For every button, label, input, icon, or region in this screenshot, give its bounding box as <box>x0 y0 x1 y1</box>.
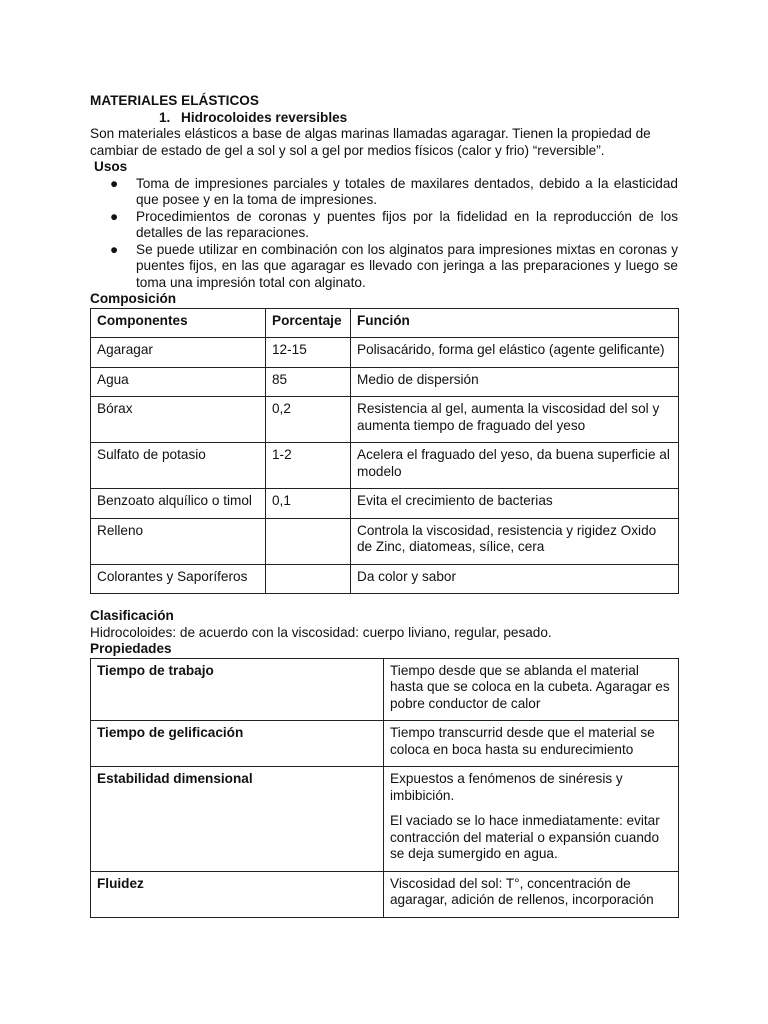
table-row <box>91 767 679 872</box>
table-cell: Agua <box>91 367 266 397</box>
table-cell: Acelera el fraguado del yeso, da buena superficie al modelo <box>351 443 679 489</box>
usos-item-text: Toma de impresiones parciales y totales de maxilares dentados, debido a la elasticidad que posee y en la toma de impresiones. <box>136 175 678 207</box>
table-row <box>91 564 679 594</box>
table-row <box>91 338 679 368</box>
list-item <box>90 242 678 292</box>
subtitle-number: 1. <box>159 109 171 125</box>
property-description <box>384 658 679 721</box>
property-text: Tiempo desde que se ablanda el material hasta que se coloca en la cubeta. Agaragar es pobre conductor de calor <box>390 662 670 711</box>
usos-heading: Usos <box>94 159 128 174</box>
property-description <box>384 871 679 917</box>
bullet-icon: ● <box>110 241 119 257</box>
table-cell: 0,1 <box>266 489 351 519</box>
table-cell: Sulfato de potasio <box>91 443 266 489</box>
table-cell <box>266 564 351 594</box>
table-cell: Da color y sabor <box>351 564 679 594</box>
property-description <box>384 767 679 872</box>
list-item <box>90 209 678 242</box>
table-row <box>91 721 679 767</box>
table-cell: Evita el crecimiento de bacterias <box>351 489 679 519</box>
property-description <box>384 721 679 767</box>
document-page <box>90 93 678 918</box>
column-header: Porcentaje <box>266 308 351 338</box>
usos-list <box>90 176 678 292</box>
property-text: Viscosidad del sol: T°, concentración de agaragar, adición de rellenos, incorporación <box>390 875 654 907</box>
usos-item-text: Procedimientos de coronas y puentes fijos por la fidelidad en la reproducción de los detalles de las reparaciones. <box>136 208 678 240</box>
property-name: Tiempo de trabajo <box>91 658 384 721</box>
column-header: Función <box>351 308 679 338</box>
property-name: Fluidez <box>91 871 384 917</box>
property-text: Tiempo transcurrid desde que el material se coloca en boca hasta su endurecimiento <box>390 725 655 757</box>
clasificacion-heading: Clasificación <box>90 608 174 623</box>
property-name: Estabilidad dimensional <box>91 767 384 872</box>
composicion-table <box>90 308 679 595</box>
property-name: Tiempo de gelificación <box>91 721 384 767</box>
document-title: MATERIALES ELÁSTICOS <box>90 93 259 108</box>
bullet-icon: ● <box>110 175 119 191</box>
property-text: El vaciado se lo hace inmediatamente: evitar contracción del material o expansión cuando se deja sumergido en agua. <box>390 813 660 861</box>
composicion-heading: Composición <box>90 291 177 306</box>
clasificacion-text: Hidrocoloides: de acuerdo con la viscosidad: cuerpo liviano, regular, pesado. <box>90 624 552 640</box>
table-cell: 0,2 <box>266 397 351 443</box>
subtitle-text: Hidrocoloides reversibles <box>181 109 348 125</box>
propiedades-heading: Propiedades <box>90 641 172 656</box>
table-row <box>91 489 679 519</box>
table-row <box>91 443 679 489</box>
usos-item-text: Se puede utilizar en combinación con los alginatos para impresiones mixtas en coronas y puentes fijos, en las que agaragar es llevado con jeringa a las preparaciones y luego se toma una impresión total con alginato. <box>136 241 678 290</box>
property-text: Expuestos a fenómenos de sinéresis y imbibición. <box>390 771 623 803</box>
table-row <box>91 518 679 564</box>
table-cell: Resistencia al gel, aumenta la viscosidad del sol y aumenta tiempo de fraguado del yeso <box>351 397 679 443</box>
table-cell: 1-2 <box>266 443 351 489</box>
table-cell <box>266 518 351 564</box>
table-cell: Benzoato alquílico o timol <box>91 489 266 519</box>
table-cell: 12-15 <box>266 338 351 368</box>
table-row <box>91 397 679 443</box>
table-row <box>91 658 679 721</box>
table-cell: Bórax <box>91 397 266 443</box>
table-row <box>91 871 679 917</box>
table-cell: Controla la viscosidad, resistencia y rigidez Oxido de Zinc, diatomeas, sílice, cera <box>351 518 679 564</box>
table-cell: Colorantes y Saporíferos <box>91 564 266 594</box>
table-cell: 85 <box>266 367 351 397</box>
column-header: Componentes <box>91 308 266 338</box>
intro-paragraph: Son materiales elásticos a base de algas marinas llamadas agaragar. Tienen la propiedad de cambiar de estado de gel a sol y sol a gel por medios físicos (calor y frio) “reversible”. <box>90 126 651 158</box>
table-cell: Relleno <box>91 518 266 564</box>
table-row <box>91 367 679 397</box>
table-cell: Agaragar <box>91 338 266 368</box>
bullet-icon: ● <box>110 208 119 224</box>
table-header-row <box>91 308 679 338</box>
propiedades-table <box>90 658 679 918</box>
table-cell: Medio de dispersión <box>351 367 679 397</box>
section-subtitle <box>159 110 678 127</box>
spacer <box>90 594 678 608</box>
list-item <box>90 176 678 209</box>
table-cell: Polisacárido, forma gel elástico (agente gelificante) <box>351 338 679 368</box>
